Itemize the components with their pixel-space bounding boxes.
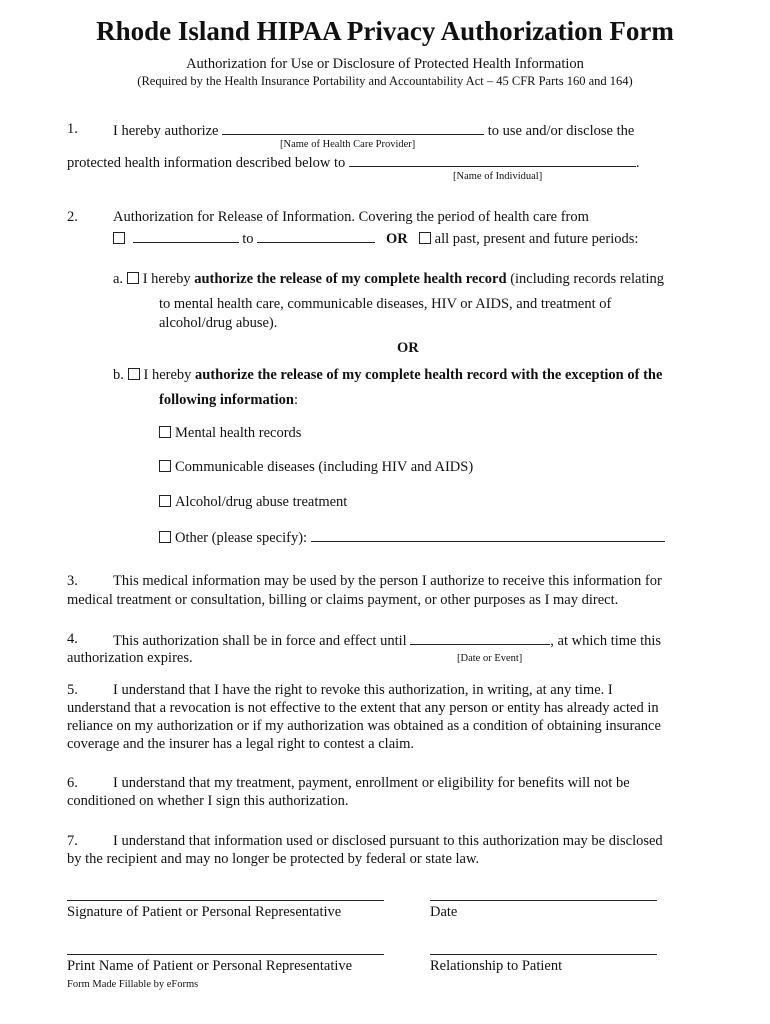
section-2-period-row [113, 229, 638, 248]
section-7-line2: by the recipient and may no longer be protected by federal or state law. [67, 851, 480, 867]
section-3-number: 3. [67, 573, 78, 589]
authorize-text: I hereby authorize [113, 123, 219, 139]
alcohol-checkbox[interactable] [159, 495, 171, 507]
section-5-line3: reliance on my authorization or if my authorization was obtained as a condition of obtaining insurance [67, 718, 661, 734]
exception-other [159, 528, 665, 547]
section-5-line4: coverage and the insurer has a legal right to contest a claim. [67, 736, 415, 752]
required-note: (Required by the Health Insurance Portability and Accountability Act – 45 CFR Parts 160 and 164) [137, 74, 633, 88]
print-name-label: Print Name of Patient or Personal Representative [67, 958, 353, 974]
all-periods-text: all past, present and future periods: [434, 231, 639, 247]
signature-label: Signature of Patient or Personal Representative [67, 904, 342, 920]
section-3-line1: This medical information may be used by the person I authorize to receive this information for [113, 573, 662, 589]
period-range-checkbox[interactable] [113, 232, 125, 244]
exception-communicable [159, 459, 473, 476]
option-a-post: (including records relating [506, 271, 664, 287]
all-periods-checkbox[interactable] [419, 232, 431, 244]
section-5-line2: understand that a revocation is not effective to the extent that any person or entity has already acted in [67, 700, 659, 716]
mental-health-checkbox[interactable] [159, 426, 171, 438]
form-subtitle: Authorization for Use or Disclosure of Protected Health Information [186, 56, 584, 72]
communicable-checkbox[interactable] [159, 460, 171, 472]
other-specify-field[interactable] [311, 528, 665, 542]
to-text: to [242, 231, 254, 247]
mental-health-label: Mental health records [175, 425, 302, 441]
exception-mental [159, 425, 301, 442]
option-a-line3: alcohol/drug abuse). [159, 315, 278, 331]
section-4-number: 4. [67, 631, 78, 647]
section-5-number: 5. [67, 682, 78, 698]
option-b-bold: authorize the release of my complete health record with the exception of the [195, 367, 663, 383]
section-1-number: 1. [67, 121, 78, 137]
communicable-label: Communicable diseases (including HIV and AIDS) [175, 459, 474, 475]
option-a-label: a. [113, 271, 124, 287]
section-2-intro: Authorization for Release of Information. Covering the period of health care from [113, 209, 589, 225]
option-b-pre: I hereby [143, 367, 196, 383]
section-3-line2: medical treatment or consultation, billing or claims payment, or other purposes as I may direct. [67, 592, 619, 608]
or-text: OR [386, 231, 408, 247]
section-1-line1 [113, 121, 634, 140]
individual-name-field[interactable] [349, 153, 636, 167]
provider-name-field[interactable] [222, 121, 484, 135]
print-name-line[interactable] [67, 954, 384, 955]
option-b-label: b. [113, 367, 124, 383]
section-7-line1: I understand that information used or disclosed pursuant to this authorization may be disclosed [113, 833, 663, 849]
option-b-checkbox[interactable] [128, 368, 140, 380]
date-label: Date [430, 904, 458, 920]
other-checkbox[interactable] [159, 531, 171, 543]
other-label: Other (please specify): [175, 530, 308, 546]
section-6-line1: I understand that my treatment, payment, enrollment or eligibility for benefits will not be [113, 775, 630, 791]
date-event-caption: [Date or Event] [457, 653, 523, 664]
option-a-line2: to mental health care, communicable diseases, HIV or AIDS, and treatment of [159, 296, 612, 312]
relationship-label: Relationship to Patient [430, 958, 563, 974]
option-a-pre: I hereby [142, 271, 195, 287]
exception-alcohol [159, 494, 347, 511]
footer-note: Form Made Fillable by eForms [67, 979, 199, 990]
option-b-colon: : [293, 392, 298, 408]
option-a-bold: authorize the release of my complete health record [194, 271, 507, 287]
expiration-field[interactable] [410, 631, 550, 645]
section-4-post: , at which time this [550, 633, 662, 649]
provider-caption: [Name of Health Care Provider] [280, 139, 416, 150]
section-7-number: 7. [67, 833, 78, 849]
section-2-number: 2. [67, 209, 78, 225]
section-5-line1: I understand that I have the right to revoke this authorization, in writing, at any time. I [113, 682, 613, 698]
section-6-number: 6. [67, 775, 78, 791]
section-6-line2: conditioned on whether I sign this authorization. [67, 793, 349, 809]
date-line[interactable] [430, 900, 657, 901]
period-from-field[interactable] [133, 229, 239, 243]
alcohol-label: Alcohol/drug abuse treatment [175, 494, 348, 510]
phi-text: protected health information described below to [67, 155, 346, 171]
relationship-line[interactable] [430, 954, 657, 955]
section-4-line1 [113, 631, 661, 650]
option-a-line1 [113, 271, 664, 288]
option-b-bold2: following information [159, 392, 294, 408]
period: . [635, 155, 640, 171]
option-b-line1 [113, 367, 662, 384]
section-4-pre: This authorization shall be in force and effect until [113, 633, 407, 649]
option-b-line2 [159, 392, 298, 409]
period-to-field[interactable] [257, 229, 375, 243]
section-1-line2 [67, 153, 639, 172]
section-4-line2: authorization expires. [67, 650, 193, 666]
option-a-checkbox[interactable] [127, 272, 139, 284]
use-disclose-text: to use and/or disclose the [487, 123, 635, 139]
or-center: OR [397, 340, 419, 356]
signature-line[interactable] [67, 900, 384, 901]
form-title: Rhode Island HIPAA Privacy Authorization Form [96, 16, 674, 46]
individual-caption: [Name of Individual] [453, 171, 543, 182]
